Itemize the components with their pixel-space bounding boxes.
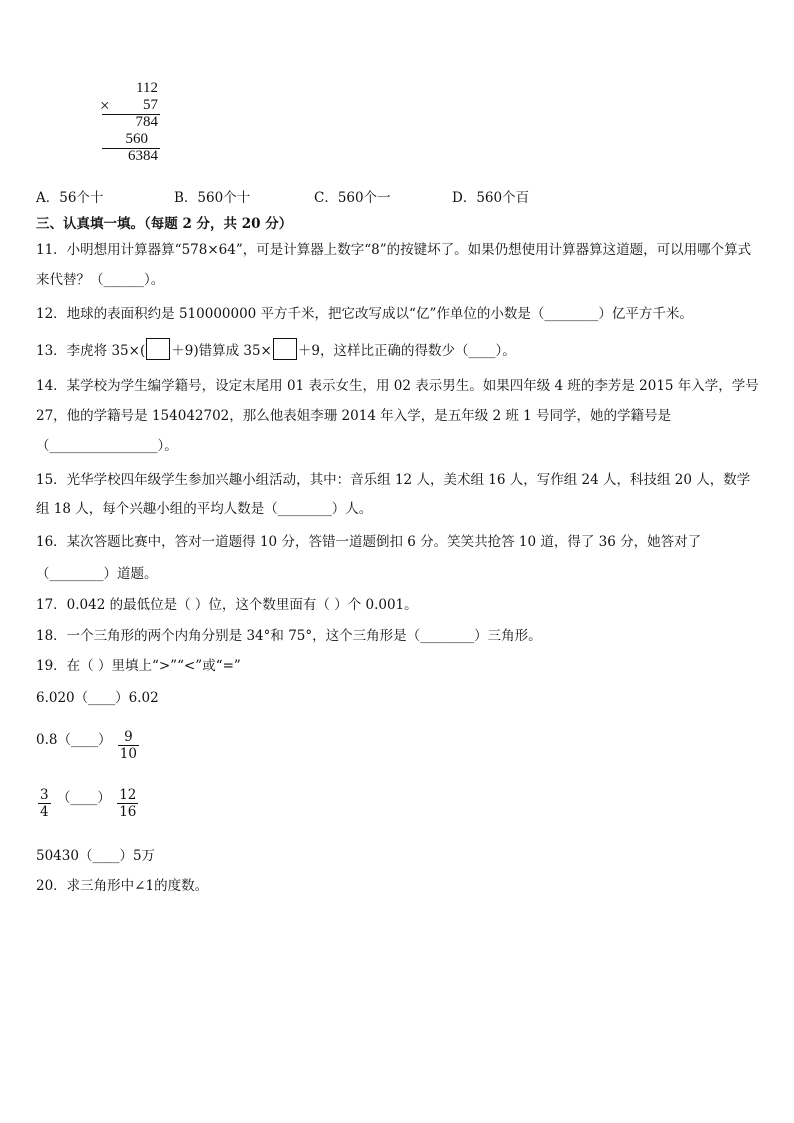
partial-product-2: 560 — [125, 131, 148, 147]
q19-title: 19．在（ ）里填上“>”“<”或“=” — [36, 658, 241, 674]
q13-part-1: 13．李虎将 35×( — [36, 343, 146, 359]
q18-text: 18．一个三角形的两个内角分别是 34°和 75°，这个三角形是（________）三角形。 — [36, 628, 542, 644]
fraction-denominator: 16 — [119, 804, 137, 820]
times-sign: × — [100, 96, 110, 115]
q11-line-1: 11．小明想用计算器算“578×64”，可是计算器上数字“8”的按键坏了。如果仍想使用计算器算这道题，可以用哪个算式 — [36, 242, 752, 258]
partial-product-1: 784 — [135, 114, 158, 130]
q15-line-2: 组 18 人，每个兴趣小组的平均人数是（________）人。 — [36, 501, 373, 517]
fraction-3-4 — [38, 787, 51, 820]
q14-line-1: 14．某学校为学生编学籍号，设定末尾用 01 表示女生，用 02 表示男生。如果四年级 4 班的李芳是 2015 年入学，学号 — [36, 378, 759, 394]
choice-a[interactable]: A．56个十 — [36, 190, 104, 206]
q19-item-3-blank: （____） — [56, 790, 111, 806]
q12-text: 12．地球的表面积约是 510000000 平方千米，把它改写成以“亿”作单位的小数是（________）亿平方千米。 — [36, 306, 693, 322]
q20-text: 20．求三角形中∠1的度数。 — [36, 878, 209, 894]
fraction-9-10 — [118, 729, 139, 762]
q19-item-4: 50430（____）5万 — [36, 848, 156, 864]
q13-part-3: ＋9，这样比正确的得数少（____）。 — [297, 343, 516, 359]
q19-item-2 — [36, 728, 141, 762]
q13-blank-box-1[interactable] — [146, 338, 170, 360]
q11-line-2: 来代替？（______）。 — [36, 272, 165, 288]
q14-line-2: 27，他的学籍号是 154042702，那么他表姐李珊 2014 年入学，是五年级 2 班 1 号同学，她的学籍号是 — [36, 408, 672, 424]
multiplier: 57 — [143, 97, 158, 113]
q19-item-1: 6.020（____）6.02 — [36, 690, 159, 706]
choice-b[interactable]: B．560个十 — [174, 190, 251, 206]
q13-part-2: ＋9)错算成 35× — [171, 343, 272, 359]
q14-line-3: （________________）。 — [36, 438, 178, 454]
q13-blank-box-2[interactable] — [273, 338, 297, 360]
q13-text — [36, 338, 516, 360]
fraction-denominator: 4 — [40, 804, 49, 820]
section-3-heading: 三、认真填一填。（每题 2 分，共 20 分） — [36, 216, 293, 232]
q15-line-1: 15．光华学校四年级学生参加兴趣小组活动，其中：音乐组 12 人，美术组 16 人，写作组 24 人，科技组 20 人，数学 — [36, 472, 751, 488]
q19-item-2-left: 0.8（____） — [36, 732, 112, 748]
choice-c[interactable]: C．560个一 — [314, 190, 391, 206]
choice-d[interactable]: D．560个百 — [452, 190, 530, 206]
q16-line-1: 16．某次答题比赛中，答对一道题得 10 分，答错一道题倒扣 6 分。笑笑共抢答 10 道，得了 36 分，她答对了 — [36, 534, 702, 550]
fraction-numerator: 3 — [40, 787, 49, 803]
vertical-multiplication — [100, 80, 170, 165]
fraction-numerator: 12 — [119, 787, 137, 803]
fraction-numerator: 9 — [118, 729, 139, 746]
q17-text: 17．0.042 的最低位是（ ）位，这个数里面有（ ）个 0.001。 — [36, 597, 418, 613]
fraction-denominator: 10 — [119, 746, 137, 762]
product-result: 6384 — [128, 148, 158, 164]
q19-item-3 — [36, 786, 140, 820]
multiplicand: 112 — [136, 80, 158, 96]
fraction-12-16 — [117, 787, 138, 820]
q16-line-2: （________）道题。 — [36, 566, 158, 582]
